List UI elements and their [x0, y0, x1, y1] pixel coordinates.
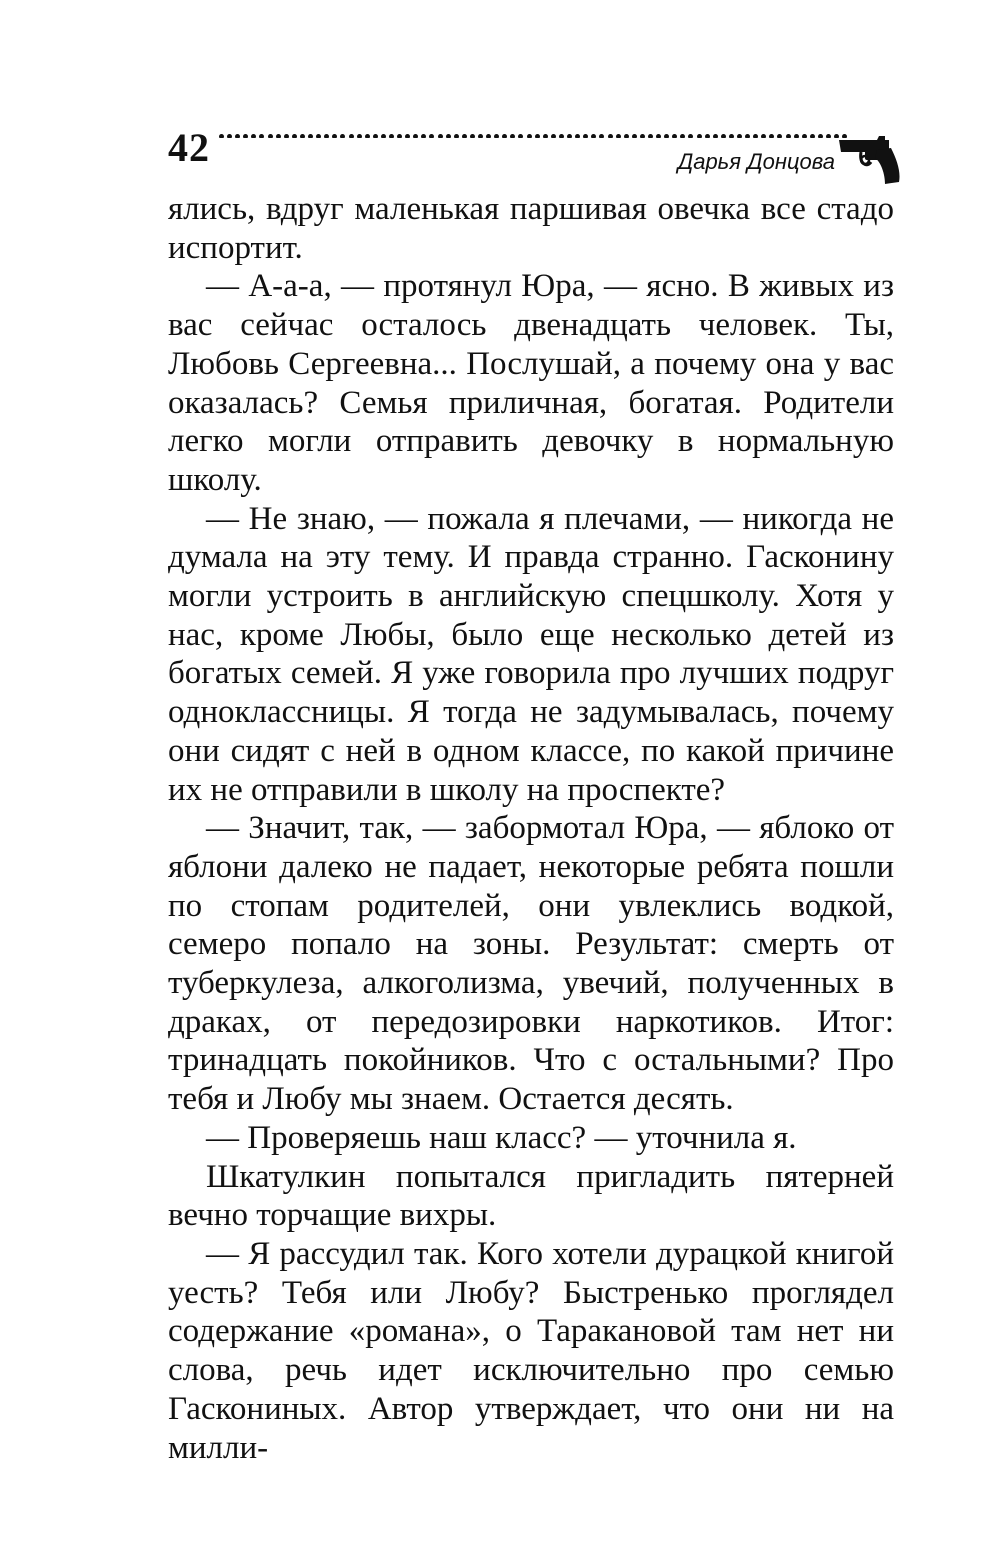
page-number: 42 [168, 125, 210, 170]
paragraph: ялись, вдруг маленькая паршивая овечка все стадо испортит. [168, 191, 894, 266]
revolver-icon [837, 130, 903, 186]
paragraph: — Я рассудил так. Кого хотели дурацкой книгой уесть? Тебя или Любу? Быстренько проглядел содержание «романа», о Таракановой там нет ни слова, речь идет исключительно про семью Гаскониных. Автор утверждает, что они ни на милли- [168, 1235, 894, 1466]
running-header [168, 118, 903, 190]
paragraph: — Проверяешь наш класс? — уточнила я. [206, 1119, 797, 1156]
body-text [168, 190, 894, 1467]
paragraph: — Не знаю, — пожала я плечами, — никогда не думала на эту тему. И правда странно. Гасконину могли устроить в английскую спецшколу. Хотя у нас, кроме Любы, было еще несколько детей из богатых семей. Я уже говорила про лучших подруг одноклассницы. Я тогда не задумывалась, почему они сидят с ней в одном классе, по какой причине их не отправили в школу на проспекте? [168, 500, 894, 808]
paragraph: — А-а-а, — протянул Юра, — ясно. В живых из вас сейчас осталось двенадцать человек. Ты, Любовь Сергеевна... Послушай, а почему она у вас оказалась? Семья приличная, богатая. Родители легко могли отправить девочку в нормальную школу. [168, 268, 894, 498]
author-name: Дарья Донцова [677, 149, 835, 174]
paragraph: Шкатулкин попытался пригладить пятерней вечно торчащие вихры. [168, 1158, 894, 1234]
dotted-rule [218, 118, 854, 138]
paragraph: — Значит, так, — забормотал Юра, — яблоко от яблони далеко не падает, некоторые ребята пошли по стопам родителей, они увлеклись водкой, семеро попало на зоны. Результат: смерть от туберкулеза, алкоголизма, увечий, полученных в драках, от передозировки наркотиков. Итог: тринадцать покойников. Что с остальными? Про тебя и Любу мы знаем. Остается десять. [168, 810, 894, 1118]
